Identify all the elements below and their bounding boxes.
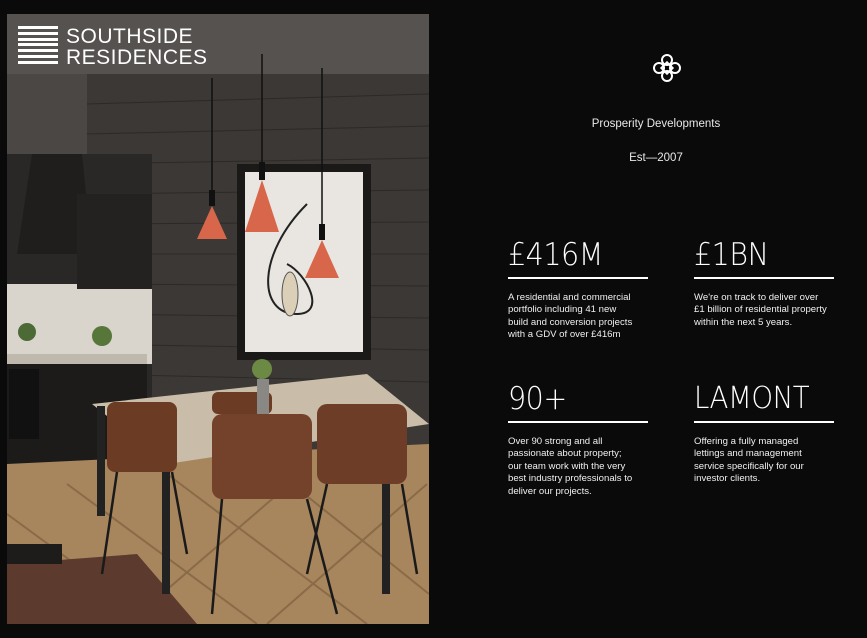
brand-name-line1: SOUTHSIDE	[66, 25, 194, 48]
stat-portfolio	[508, 238, 668, 342]
stat-divider	[508, 421, 648, 423]
stat-divider	[694, 421, 834, 423]
stat-value: £416M	[508, 237, 603, 273]
striped-logo-icon	[18, 26, 58, 64]
stat-value: 90+	[508, 381, 567, 417]
info-panel	[445, 0, 867, 638]
stat-description: Over 90 strong and all passionate about property; our team work with the very best industry professionals to deliver our projects.	[508, 435, 633, 497]
brand-name	[66, 26, 208, 68]
stat-divider	[694, 277, 834, 279]
stat-description: We're on track to deliver over £1 billion of residential property within the next 5 years.	[694, 291, 827, 328]
stat-divider	[508, 277, 648, 279]
celtic-knot-icon	[651, 52, 683, 84]
stat-billion	[694, 238, 854, 329]
stat-value: LAMONT	[694, 381, 810, 416]
brand-name-line2: RESIDENCES	[66, 46, 208, 69]
brand-logo	[18, 26, 208, 68]
stat-description: A residential and commercial portfolio including 41 new build and conversion projects with a GDV of over £416m	[508, 291, 633, 340]
company-name: Prosperity Developments	[591, 118, 721, 130]
stat-team	[508, 382, 668, 498]
established-year: Est—2007	[629, 152, 683, 164]
stat-description: Offering a fully managed lettings and management service specifically for our investor clients.	[694, 435, 804, 484]
kitchen-dining-photo	[7, 14, 429, 624]
stat-lamont	[694, 382, 854, 486]
stat-value: £1BN	[694, 237, 769, 273]
